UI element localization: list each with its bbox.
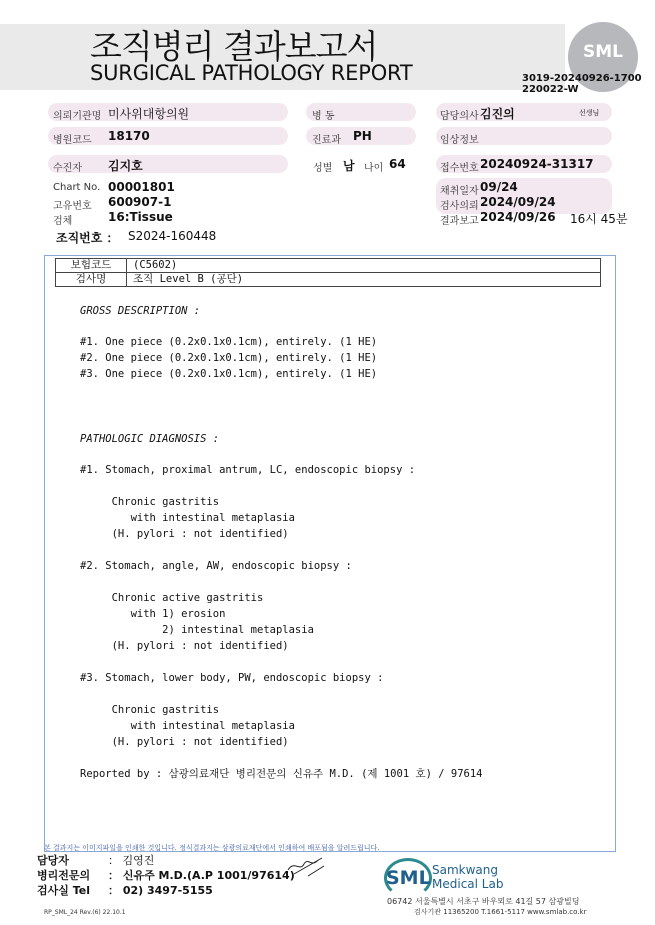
age-value: 64 <box>389 157 406 171</box>
diagnosis-3-heading: #3. Stomach, lower body, PW, endoscopic biopsy : <box>80 672 384 684</box>
ward-label: 병 동 <box>312 111 335 122</box>
lab-institution-info: 검사기관 11365200 T.1661-5117 www.smlab.co.kr <box>414 908 587 916</box>
collect-value: 09/24 <box>480 180 518 194</box>
insurance-code-value: (C5602) <box>127 259 601 273</box>
staff-label: 담당자 <box>37 854 69 867</box>
logo-text: SML <box>583 42 623 62</box>
institution-value: 미사위대항의원 <box>108 107 190 121</box>
report-time: 16시 45분 <box>570 212 628 226</box>
receipt-label: 접수번호 <box>440 163 479 174</box>
patient-pill <box>48 155 288 173</box>
staff-value: ： 김영진 <box>108 854 155 867</box>
insurance-code-label: 보험코드 <box>56 259 127 273</box>
form-code: RP_SML_24 Rev.(6) 22.10.1 <box>44 909 126 916</box>
gross-line-2: #2. One piece (0.2x0.1x0.1cm), entirely. (1 HE) <box>80 352 378 364</box>
test-name-label: 검사명 <box>56 273 127 287</box>
doctor-suffix: 선생님 <box>579 109 600 117</box>
diagnosis-3-body: Chronic gastritis with intestinal metaplasia (H. pylori : not identified) <box>111 704 295 748</box>
report-title-english: SURGICAL PATHOLOGY REPORT <box>90 61 413 85</box>
diagnosis-1-heading: #1. Stomach, proximal antrum, LC, endoscopic biopsy : <box>80 464 416 476</box>
unique-label: 고유번호 <box>53 201 92 212</box>
institution-label: 의뢰기관명 <box>53 111 102 122</box>
test-name-value: 조직 Level B (공단) <box>127 273 601 287</box>
ref-code-1: 3019-20240926-1700 <box>522 73 642 84</box>
hospital-code-value: 18170 <box>108 129 150 143</box>
gross-line-1: #1. One piece (0.2x0.1x0.1cm), entirely. (1 HE) <box>80 336 378 348</box>
lab-name-line1: Samkwang <box>432 863 498 877</box>
dept-value: PH <box>353 129 372 143</box>
lab-tel-label: 검사실 Tel <box>37 884 90 897</box>
diagnosis-2-heading: #2. Stomach, angle, AW, endoscopic biopsy : <box>80 560 352 572</box>
ref-code-2: 220022-W <box>522 84 579 95</box>
lab-name-line2: Medical Lab <box>432 877 504 891</box>
specimen-value: 16:Tissue <box>108 210 173 224</box>
gross-description-title: GROSS DESCRIPTION : <box>80 305 201 317</box>
chart-label: Chart No. <box>53 182 101 193</box>
clinical-label: 임상정보 <box>440 135 479 146</box>
pathologist-value: ： 신유주 M.D.(A.P 1001/97614) <box>108 869 295 882</box>
diagnosis-1-body: Chronic gastritis with intestinal metaplasia (H. pylori : not identified) <box>111 496 295 540</box>
lab-address: 06742 서울특별시 서초구 바우뫼로 41길 57 삼광빌딩 <box>387 897 580 906</box>
report-value: 2024/09/26 <box>480 210 556 224</box>
doctor-value: 김진의 <box>480 107 515 121</box>
report-label: 결과보고 <box>440 216 479 227</box>
sex-label: 성별 <box>313 163 333 174</box>
diagnosis-2-body: Chronic active gastritis with 1) erosion 2) intestinal metaplasia (H. pylori : not identified) <box>111 592 314 652</box>
specimen-label: 검체 <box>53 216 73 227</box>
unique-value: 600907-1 <box>108 195 172 209</box>
lab-tel-value: ： 02) 3497-5155 <box>108 884 213 897</box>
patient-label: 수진자 <box>53 163 82 174</box>
collect-label: 채취일자 <box>440 186 479 197</box>
print-notice: 본 결과지는 이미지파일을 인쇄한 것입니다. 정식결과지는 삼광의료재단에서 인쇄하여 배포됨을 알려드립니다. <box>44 844 380 852</box>
chart-value: 00001801 <box>108 180 175 194</box>
reported-by: Reported by : 삼광의료재단 병리전문의 신유주 M.D. (제 1001 호) / 97614 <box>80 768 483 780</box>
sex-value: 남 <box>343 159 355 173</box>
patient-value: 김지호 <box>108 159 143 173</box>
hospital-code-label: 병원코드 <box>53 135 92 146</box>
tissue-value: S2024-160448 <box>128 229 217 243</box>
gross-line-3: #3. One piece (0.2x0.1x0.1cm), entirely. (1 HE) <box>80 368 378 380</box>
table-row <box>56 273 601 287</box>
doctor-label: 담당의사 <box>440 111 479 122</box>
insurance-table <box>55 258 601 287</box>
dept-label: 진료과 <box>312 135 341 146</box>
pathologist-label: 병리전문의 <box>37 869 91 882</box>
report-body <box>44 255 616 852</box>
age-label: 나이 <box>364 163 384 174</box>
table-row <box>56 259 601 273</box>
receipt-value: 20240924-31317 <box>480 157 594 171</box>
request-label: 검사의뢰 <box>440 201 479 212</box>
logo-text: SML <box>386 867 431 889</box>
pathologic-diagnosis-title: PATHOLOGIC DIAGNOSIS : <box>80 433 220 445</box>
report-title-korean: 조직병리 결과보고서 <box>90 27 378 66</box>
tissue-label: 조직번호 ： <box>56 231 119 245</box>
request-value: 2024/09/24 <box>480 195 556 209</box>
signature-image <box>284 852 328 880</box>
